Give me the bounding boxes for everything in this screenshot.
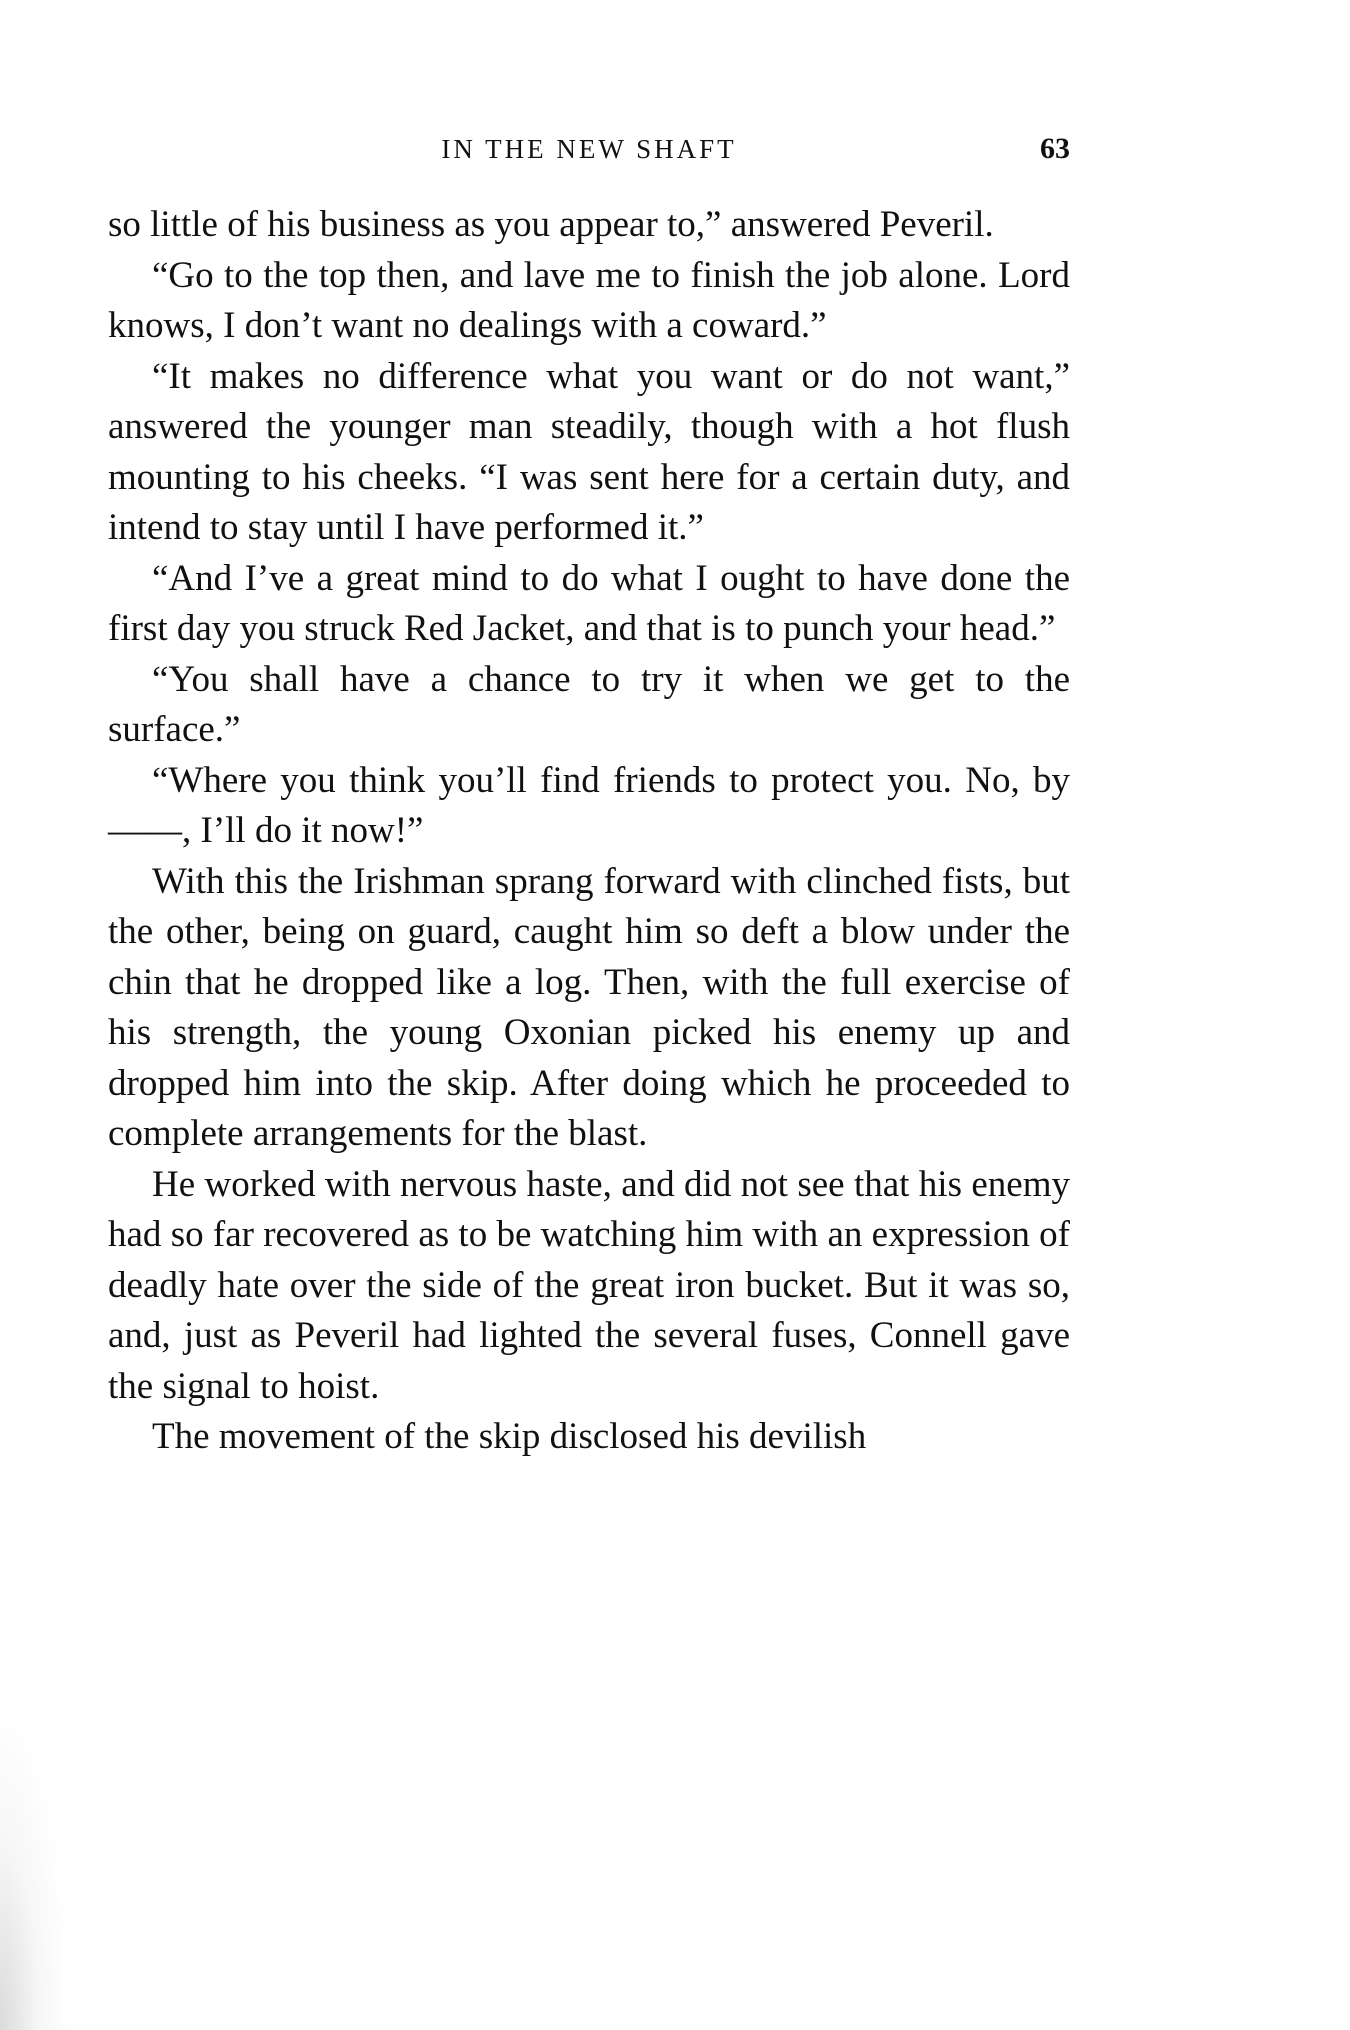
paragraph: “You shall have a chance to try it when we get to the surface.” xyxy=(108,658,1070,750)
paragraph: With this the Irishman sprang forward with clinched fists, but the other, being on guard, caught him so deft a blow under the chin that he dropped like a log. Then, with the full exercise of his strength, the young Oxonian picked his enemy up and dropped him into the skip. After doing which he proceeded to complete arrangements for the blast. xyxy=(108,860,1070,1154)
paragraph: “And I’ve a great mind to do what I ought to have done the first day you struck Red Jacket, and that is to punch your head.” xyxy=(108,557,1070,649)
scan-artifact xyxy=(0,1700,70,2030)
page-number: 63 xyxy=(1040,132,1070,165)
paragraph: so little of his business as you appear to,” answered Peveril. xyxy=(108,204,994,245)
body-text xyxy=(108,200,1070,1463)
paragraph: “Where you think you’ll find friends to protect you. No, by ——, I’ll do it now!” xyxy=(108,759,1070,851)
paragraph: “It makes no difference what you want or do not want,” answered the younger man steadily, though with a hot flush mounting to his cheeks. “I was sent here for a certain duty, and intend to stay until I have performed it.” xyxy=(108,355,1070,548)
running-title: IN THE NEW SHAFT xyxy=(441,134,737,164)
running-header xyxy=(108,132,1070,172)
paragraph: The movement of the skip disclosed his devilish xyxy=(152,1416,867,1457)
paragraph: “Go to the top then, and lave me to finish the job alone. Lord knows, I don’t want no dealings with a coward.” xyxy=(108,254,1070,346)
paragraph: He worked with nervous haste, and did not see that his enemy had so far recovered as to be watching him with an expression of deadly hate over the side of the great iron bucket. But it was so, and, just as Peveril had lighted the several fuses, Connell gave the signal to hoist. xyxy=(108,1163,1070,1407)
